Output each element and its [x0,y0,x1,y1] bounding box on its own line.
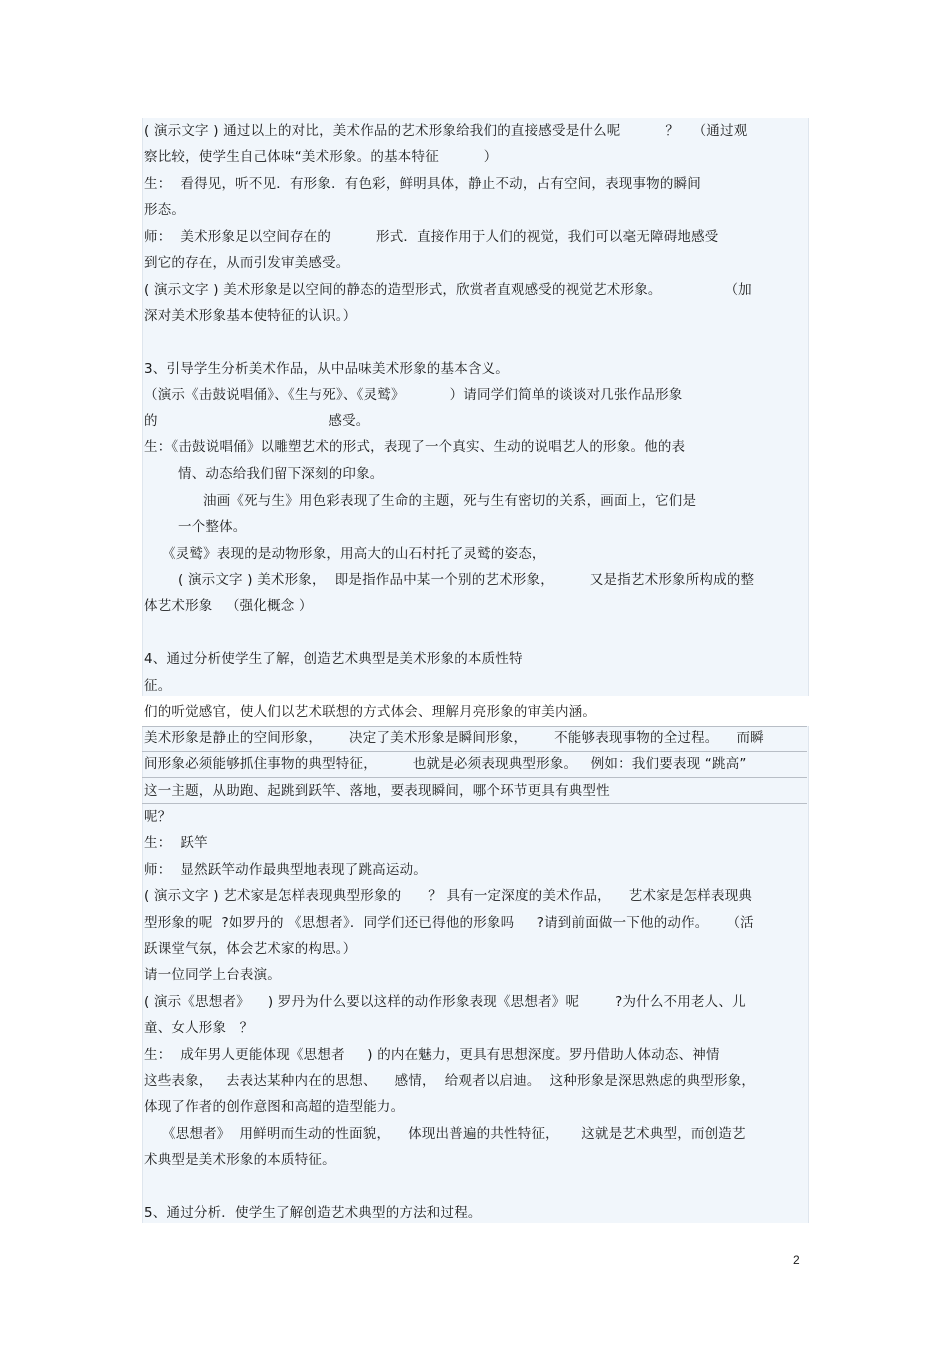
text-line: （演示《击鼓说唱俑》、《生与死》、《灵鹫》 ）请同学们简单的谈谈对几张作品形象 [144,387,683,403]
text-line: 生：《击鼓说唱俑》以雕塑艺术的形式，表现了一个真实、生动的说唱艺人的形象。他的表 [144,439,686,455]
text-line: ( 演示文字 ) 美术形象是以空间的静态的造型形式，欣赏者直观感受的视觉艺术形象。 （加 [144,282,752,298]
text-line: ( 演示文字 ) 艺术家是怎样表现典型形象的 ？ 具有一定深度的美术作品， 艺术家是怎样表现典 [144,888,753,904]
text-line: ( 演示文字 ) 美术形象， 即是指作品中某一个别的艺术形象， 又是指艺术形象所构成的整 [178,572,755,588]
table-rule [142,803,807,804]
text-line: 师： 显然跃竿动作最典型地表现了跳高运动。 [144,862,427,878]
section-heading: 4、通过分析使学生了解，创造艺术典型是美术形象的本质性特 [144,651,523,667]
text-line: 体现了作者的创作意图和高超的造型能力。 [144,1099,405,1115]
text-line: 生： 跃竿 [144,835,208,851]
text-line: 体艺术形象 （强化概念 ） [144,598,313,614]
text-line: 跃课堂气氛，体会艺术家的构思。） [144,941,357,957]
text-line: 生： 成年男人更能体现《思想者 ) 的内在魅力，更具有思想深度。罗丹借助人体动态、神情 [144,1047,720,1063]
text-line: 生： 看得见，听不见．有形象．有色彩，鲜明具体，静止不动，占有空间，表现事物的瞬间 [144,176,701,192]
text-line: 师： 美术形象足以空间存在的 形式．直接作用于人们的视觉，我们可以毫无障碍地感受 [144,229,719,245]
text-line: 一个整体。 [178,519,247,535]
text-line: 的 感受。 [144,413,370,429]
text-line: 呢？ [144,809,172,825]
text-line: 形态。 [144,202,186,218]
text-line: 们的听觉感官，使人们以艺术联想的方式体会、理解月亮形象的审美内涵。 [144,704,597,720]
text-line: 油画《死与生》用色彩表现了生命的主题，死与生有密切的关系，画面上，它们是 [203,493,697,509]
text-line: ( 演示《思想者》 ) 罗丹为什么要以这样的动作形象表现《思想者》呢 ?为什么不用老人、儿 [144,994,746,1010]
text-line: 深对美术形象基本使特征的认识。） [144,308,357,324]
text-line: 征。 [144,678,172,694]
text-line: 这一主题，从助跑、起跳到跃竿、落地，要表现瞬间，哪个环节更具有典型性 [144,783,610,799]
text-line: 型形象的呢 ?如罗丹的 《思想者》．同学们还已得他的形象吗 ?请到前面做一下他的动作。 （活 [144,915,754,931]
text-line: 请一位同学上台表演。 [144,967,281,983]
page-number: 2 [793,1253,800,1267]
text-line: 《灵鹫》表现的是动物形象，用高大的山石村托了灵鹫的姿态， [162,546,546,562]
table-rule [142,751,807,752]
text-line: 到它的存在，从而引发审美感受。 [144,255,350,271]
text-line: 《思想者》 用鲜明而生动的性面貌， 体现出普遍的共性特征， 这就是艺术典型，而创造艺 [162,1126,746,1142]
text-line: ( 演示文字 ) 通过以上的对比，美术作品的艺术形象给我们的直接感受是什么呢 ？ （通过观 [144,123,748,139]
section-heading: 5、通过分析．使学生了解创造艺术典型的方法和过程。 [144,1205,482,1221]
table-rule [142,726,807,727]
text-line: 美术形象是静止的空间形象， 决定了美术形象是瞬间形象， 不能够表现事物的全过程。 而瞬 [144,730,764,746]
table-rule [142,777,807,778]
text-line: 情、动态给我们留下深刻的印象。 [178,466,384,482]
text-line: 童、女人形象 ？ [144,1020,254,1036]
text-line: 间形象必须能够抓住事物的典型特征， 也就是必须表现典型形象。 例如：我们要表现 “跳高” [144,756,747,772]
text-line: 察比较，使学生自己体味“美术形象。的基本特征 ） [144,149,498,165]
section-heading: 3、引导学生分析美术作品，从中品味美术形象的基本含义。 [144,361,509,377]
text-line: 术典型是美术形象的本质特征。 [144,1152,336,1168]
text-line: 这些表象， 去表达某种内在的思想、 感情， 给观者以启迪。 这种形象是深思熟虑的典型形象， [144,1073,756,1089]
